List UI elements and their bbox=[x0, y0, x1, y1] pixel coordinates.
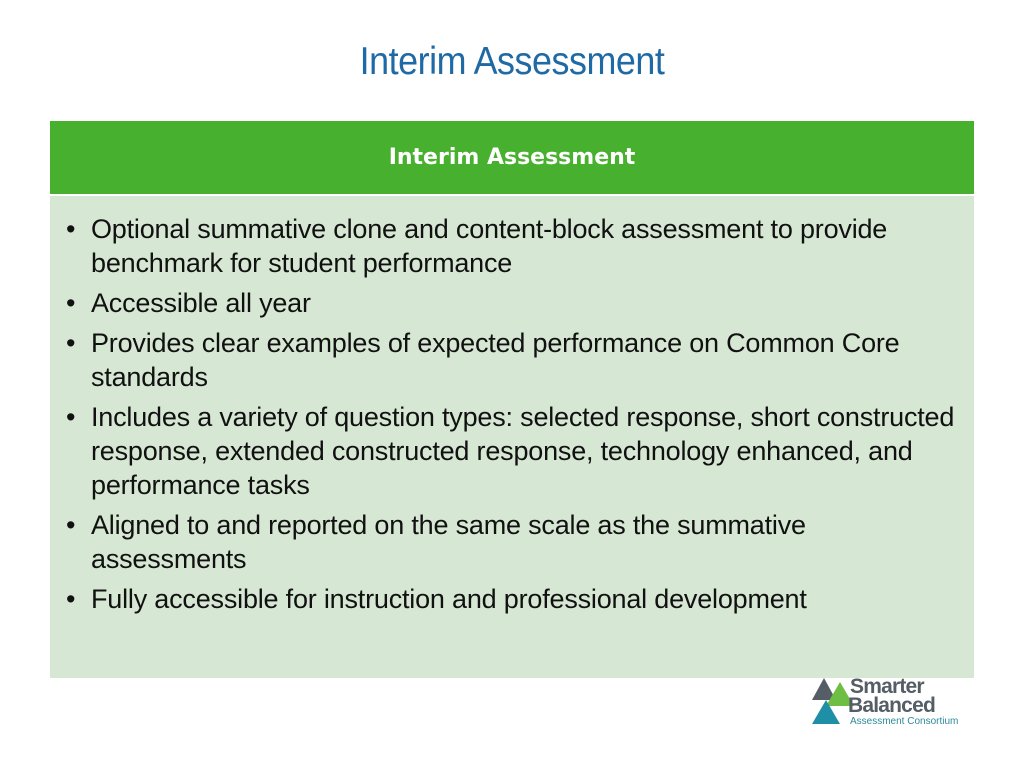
list-item-text: Fully accessible for instruction and professional development bbox=[91, 584, 807, 614]
smarter-balanced-logo bbox=[810, 676, 980, 730]
list-item-text: Optional summative clone and content-block assessment to provide benchmark for student performance bbox=[91, 214, 888, 278]
content-table bbox=[50, 121, 974, 678]
list-item-text: Includes a variety of question types: selected response, short constructed response, extended constructed response, technology enhanced, and performance tasks bbox=[91, 402, 955, 500]
list-item bbox=[66, 326, 956, 394]
logo-tagline: Assessment Consortium bbox=[850, 716, 959, 727]
list-item bbox=[66, 212, 956, 280]
table-header bbox=[50, 121, 974, 196]
list-item-text: Accessible all year bbox=[91, 288, 311, 318]
logo-text-line2: Balanced bbox=[848, 694, 935, 717]
bullet-icon: • bbox=[66, 214, 76, 244]
list-item bbox=[66, 582, 956, 616]
list-item-text: Provides clear examples of expected performance on Common Core standards bbox=[91, 328, 900, 392]
bullet-icon: • bbox=[66, 288, 76, 318]
list-item-text: Aligned to and reported on the same scale as the summative assessments bbox=[91, 510, 806, 574]
list-item bbox=[66, 508, 956, 576]
table-header-label: Interim Assessment bbox=[388, 145, 636, 170]
logo-text-line1: Smarter bbox=[850, 675, 924, 698]
bullet-icon: • bbox=[66, 402, 76, 432]
bullet-icon: • bbox=[66, 328, 76, 358]
list-item bbox=[66, 400, 956, 502]
slide-title: Interim Assessment bbox=[359, 40, 665, 83]
bullet-icon: • bbox=[66, 584, 76, 614]
bullet-list bbox=[50, 196, 974, 616]
list-item bbox=[66, 286, 956, 320]
bullet-icon: • bbox=[66, 510, 76, 540]
